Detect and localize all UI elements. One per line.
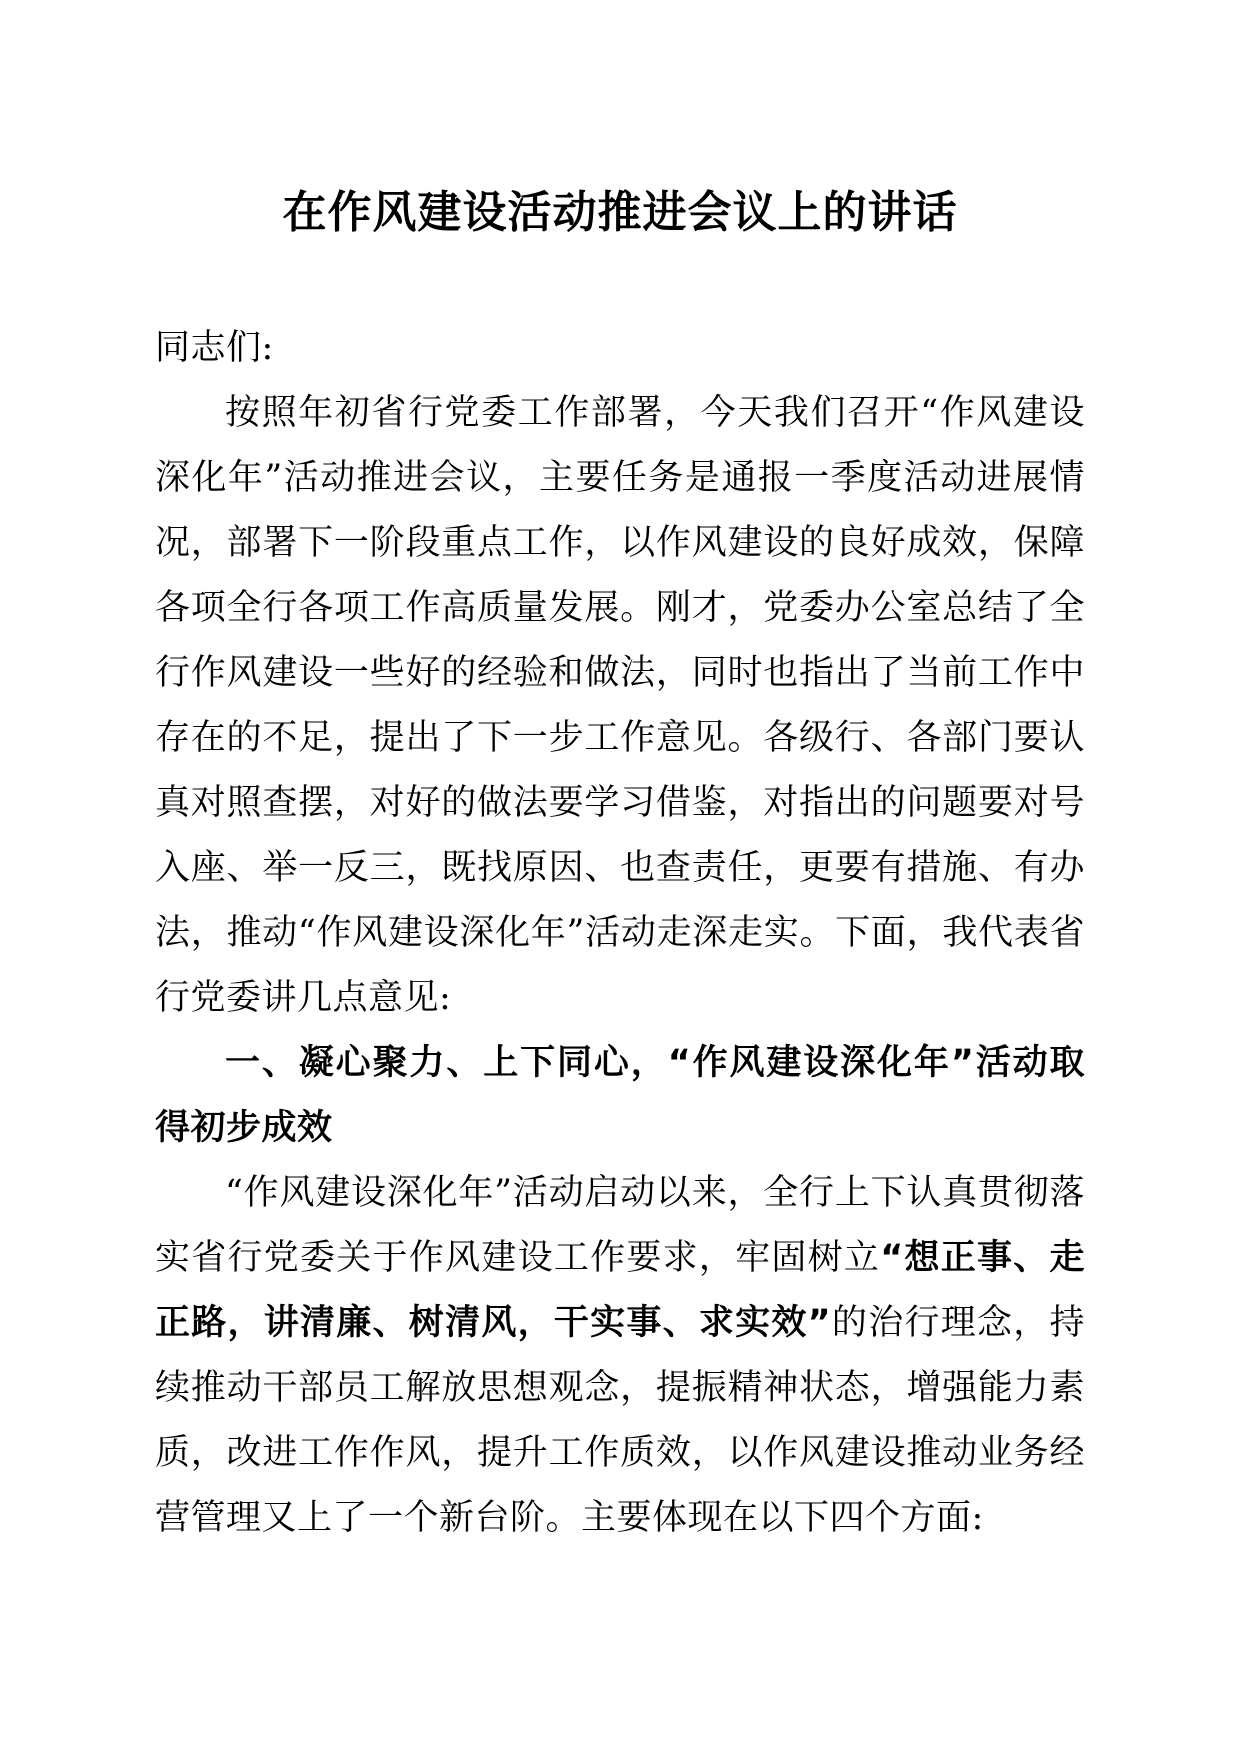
document-title: 在作风建设活动推进会议上的讲话 bbox=[282, 187, 958, 238]
paragraph-section-1 bbox=[155, 1161, 1085, 1551]
governance-philosophy-emphasis: “想正事、走正路，讲清廉、树清风，干实事、求实效” bbox=[155, 1238, 1085, 1343]
document-body bbox=[155, 316, 1085, 1551]
paragraph-text-before: “作风建设深化年”活动启动以来，全行上下认真贯彻落实省行党委关于作风建设工作要求，牢固树立 bbox=[155, 1173, 1085, 1278]
section-heading-1: 一、凝心聚力、上下同心，“作风建设深化年”活动取得初步成效 bbox=[155, 1043, 1085, 1148]
salutation: 同志们: bbox=[155, 328, 274, 368]
paragraph-intro: 按照年初省行党委工作部署，今天我们召开“作风建设深化年”活动推进会议，主要任务是通报一季度活动进展情况，部署下一阶段重点工作，以作风建设的良好成效，保障各项全行各项工作高质量发展。刚才，党委办公室总结了全行作风建设一些好的经验和做法，同时也指出了当前工作中存在的不足，提出了下一步工作意见。各级行、各部门要认真对照查摆，对好的做法要学习借鉴，对指出的问题要对号入座、举一反三，既找原因、也查责任，更要有措施、有办法，推动“作风建设深化年”活动走深走实。下面，我代表省行党委讲几点意见: bbox=[155, 393, 1085, 1018]
paragraph-text-after: 的治行理念，持续推动干部员工解放思想观念，提振精神状态，增强能力素质，改进工作作风，提升工作质效，以作风建设推动业务经营管理又上了一个新台阶。主要体现在以下四个方面: bbox=[155, 1303, 1085, 1538]
